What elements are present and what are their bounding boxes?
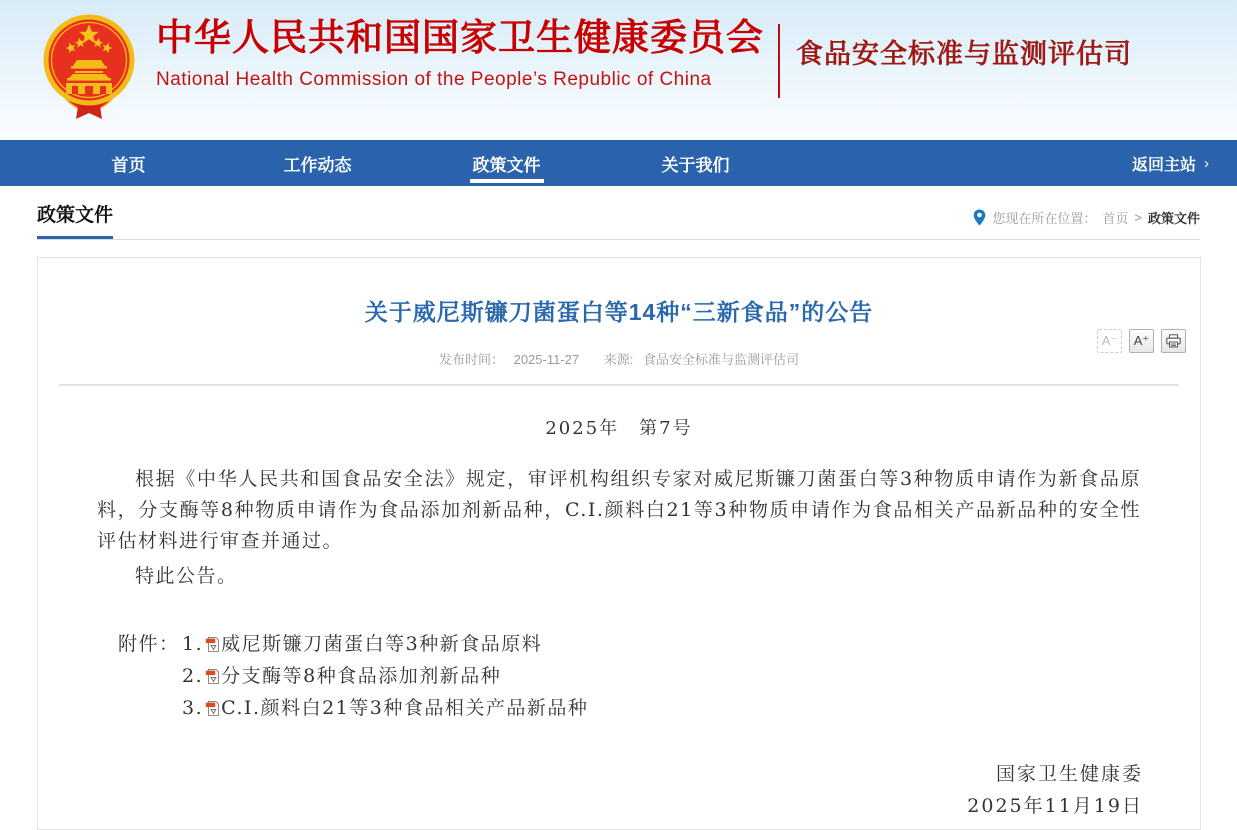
- publish-date: 2025-11-27: [513, 352, 580, 367]
- article-body: [97, 464, 1141, 592]
- department-name: 食品安全标准与监测评估司: [796, 39, 1132, 69]
- pdf-file-icon: [205, 700, 220, 717]
- section-title: 政策文件: [37, 200, 113, 239]
- nav-item-home[interactable]: 首页: [111, 155, 146, 175]
- attachment-link[interactable]: C.I.颜料白21等3种食品相关产品新品种: [221, 697, 589, 719]
- print-button[interactable]: [1161, 329, 1186, 353]
- source-value: 食品安全标准与监测评估司: [643, 352, 800, 367]
- main-nav: [0, 140, 1237, 186]
- breadcrumb: [973, 208, 1200, 227]
- sign-date: 2025年11月19日: [967, 795, 1143, 817]
- location-pin-icon: [973, 209, 986, 226]
- attachment-row: [118, 660, 1141, 692]
- body-paragraph: 根据《中华人民共和国食品安全法》规定，审评机构组织专家对威尼斯镰刀菌蛋白等3种物质申请作为新食品原料，分支酶等8种物质申请作为食品添加剂新品种，C.I.颜料白21等3种物质申请作为食品相关产品新品种的安全性评估材料进行审查并通过。: [97, 468, 1141, 552]
- back-to-main-site-link[interactable]: [1132, 140, 1209, 186]
- article-title: 关于威尼斯镰刀菌蛋白等14种“三新食品”的公告: [364, 299, 874, 325]
- site-title-en: National Health Commission of the People’s Republic of China: [156, 69, 712, 90]
- site-title-cn: 中华人民共和国国家卫生健康委员会: [156, 17, 764, 58]
- site-header: [0, 0, 1237, 140]
- attachments-label: 附件：: [118, 633, 180, 655]
- body-paragraph: 特此公告。: [135, 565, 238, 587]
- chevron-right-icon: ›: [1204, 154, 1209, 172]
- pdf-file-icon: [205, 636, 220, 653]
- article-meta: [38, 349, 1200, 368]
- document-number: 2025年 第7号: [545, 418, 693, 439]
- breadcrumb-home-link[interactable]: 首页: [1102, 211, 1129, 226]
- font-larger-button[interactable]: A⁺: [1129, 329, 1154, 353]
- breadcrumb-separator: >: [1134, 210, 1142, 225]
- breadcrumb-location-label: 您现在所在位置：: [992, 211, 1097, 226]
- attachment-link[interactable]: 分支酶等8种食品添加剂新品种: [221, 665, 502, 687]
- pdf-file-icon: [205, 668, 220, 685]
- header-divider: [778, 24, 780, 98]
- breadcrumb-row: [37, 200, 1200, 240]
- attachment-number: 3.: [182, 697, 204, 719]
- nav-item-policy[interactable]: 政策文件: [412, 140, 601, 186]
- attachment-row: [118, 628, 1141, 660]
- font-smaller-button[interactable]: A⁻: [1097, 329, 1122, 353]
- nav-item-about[interactable]: 关于我们: [661, 155, 730, 175]
- article-container: [37, 257, 1201, 830]
- publish-time-label: 发布时间：: [438, 352, 504, 367]
- attachment-link[interactable]: 威尼斯镰刀菌蛋白等3种新食品原料: [221, 633, 543, 655]
- source-label: 来源:: [603, 352, 634, 367]
- attachment-number: 1.: [182, 633, 204, 655]
- printer-icon: [1166, 334, 1181, 348]
- back-to-main-site-label: 返回主站: [1131, 156, 1196, 174]
- attachments-list: [118, 628, 1141, 724]
- signature-block: [967, 758, 1143, 830]
- meta-divider: [59, 384, 1179, 386]
- attachment-number: 2.: [182, 665, 204, 687]
- attachment-row: [118, 692, 1141, 724]
- nav-item-news[interactable]: 工作动态: [283, 155, 352, 175]
- signer-name: 国家卫生健康委: [995, 763, 1143, 785]
- national-emblem-logo: [42, 12, 136, 120]
- article-toolbar: [1097, 329, 1186, 353]
- breadcrumb-current: 政策文件: [1147, 211, 1200, 226]
